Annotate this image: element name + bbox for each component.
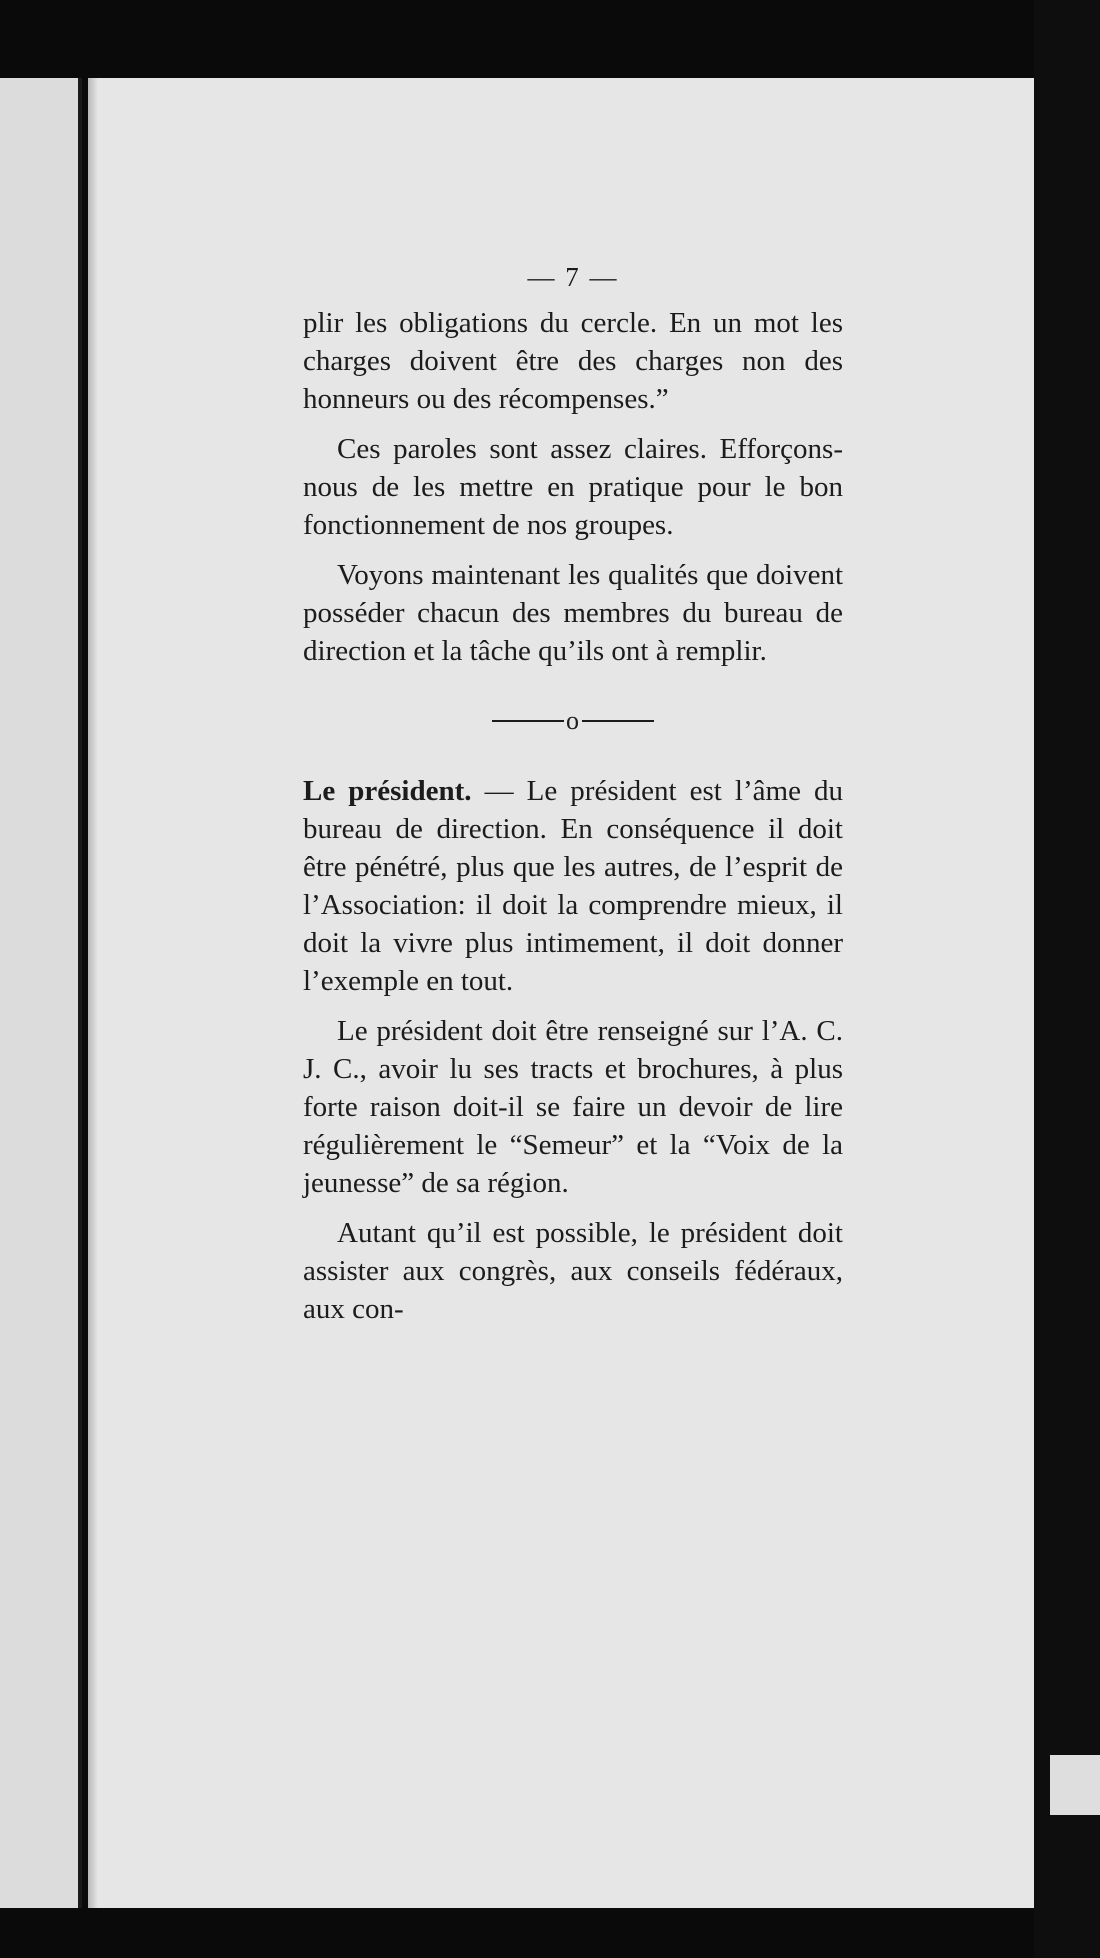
- section-separator: [303, 700, 843, 740]
- separator-rule-right: [582, 720, 654, 722]
- book-gutter: [78, 78, 82, 1908]
- paragraph: Voyons maintenant les qualités que doivent posséder chacun des membres du bureau de direction et la tâche qu’ils ont à remplir.: [303, 559, 843, 667]
- scan-artifact: [1050, 1755, 1100, 1815]
- paragraph: Ces paroles sont assez claires. Efforçons-nous de les mettre en pratique pour le bon fonctionnement de nos groupes.: [303, 433, 843, 541]
- paragraph: Le président doit être renseigné sur l’A. C. J. C., avoir lu ses tracts et brochures, à plus forte raison doit-il se faire un devoir de lire régulièrement le “Semeur” et la “Voix de la jeunesse” de sa région.: [303, 1015, 843, 1200]
- paragraph-body: — Le président est l’âme du bureau de direction. En conséquence il doit être pénétré, plus que les autres, de l’esprit de l’Association: il doit la comprendre mieux, il doit la vivre plus intimement, il doit donner l’exemple en tout.: [303, 775, 843, 998]
- separator-mark: o: [566, 706, 580, 736]
- section-opening-paragraph: [303, 772, 843, 1000]
- page-text: [303, 258, 843, 1340]
- page-shadow: [88, 78, 98, 1908]
- facing-page-edge: [0, 78, 80, 1908]
- scan-background: [1034, 0, 1100, 1958]
- paragraph: Autant qu’il est possible, le président doit assister aux congrès, aux conseils fédéraux, aux con-: [303, 1217, 843, 1326]
- section-heading: Le président.: [303, 775, 472, 808]
- separator-rule-left: [492, 720, 564, 722]
- paragraph: plir les obligations du cercle. En un mot les charges doivent être des charges non des honneurs ou des récompenses.”: [303, 307, 843, 415]
- page-number: — 7 —: [527, 262, 619, 292]
